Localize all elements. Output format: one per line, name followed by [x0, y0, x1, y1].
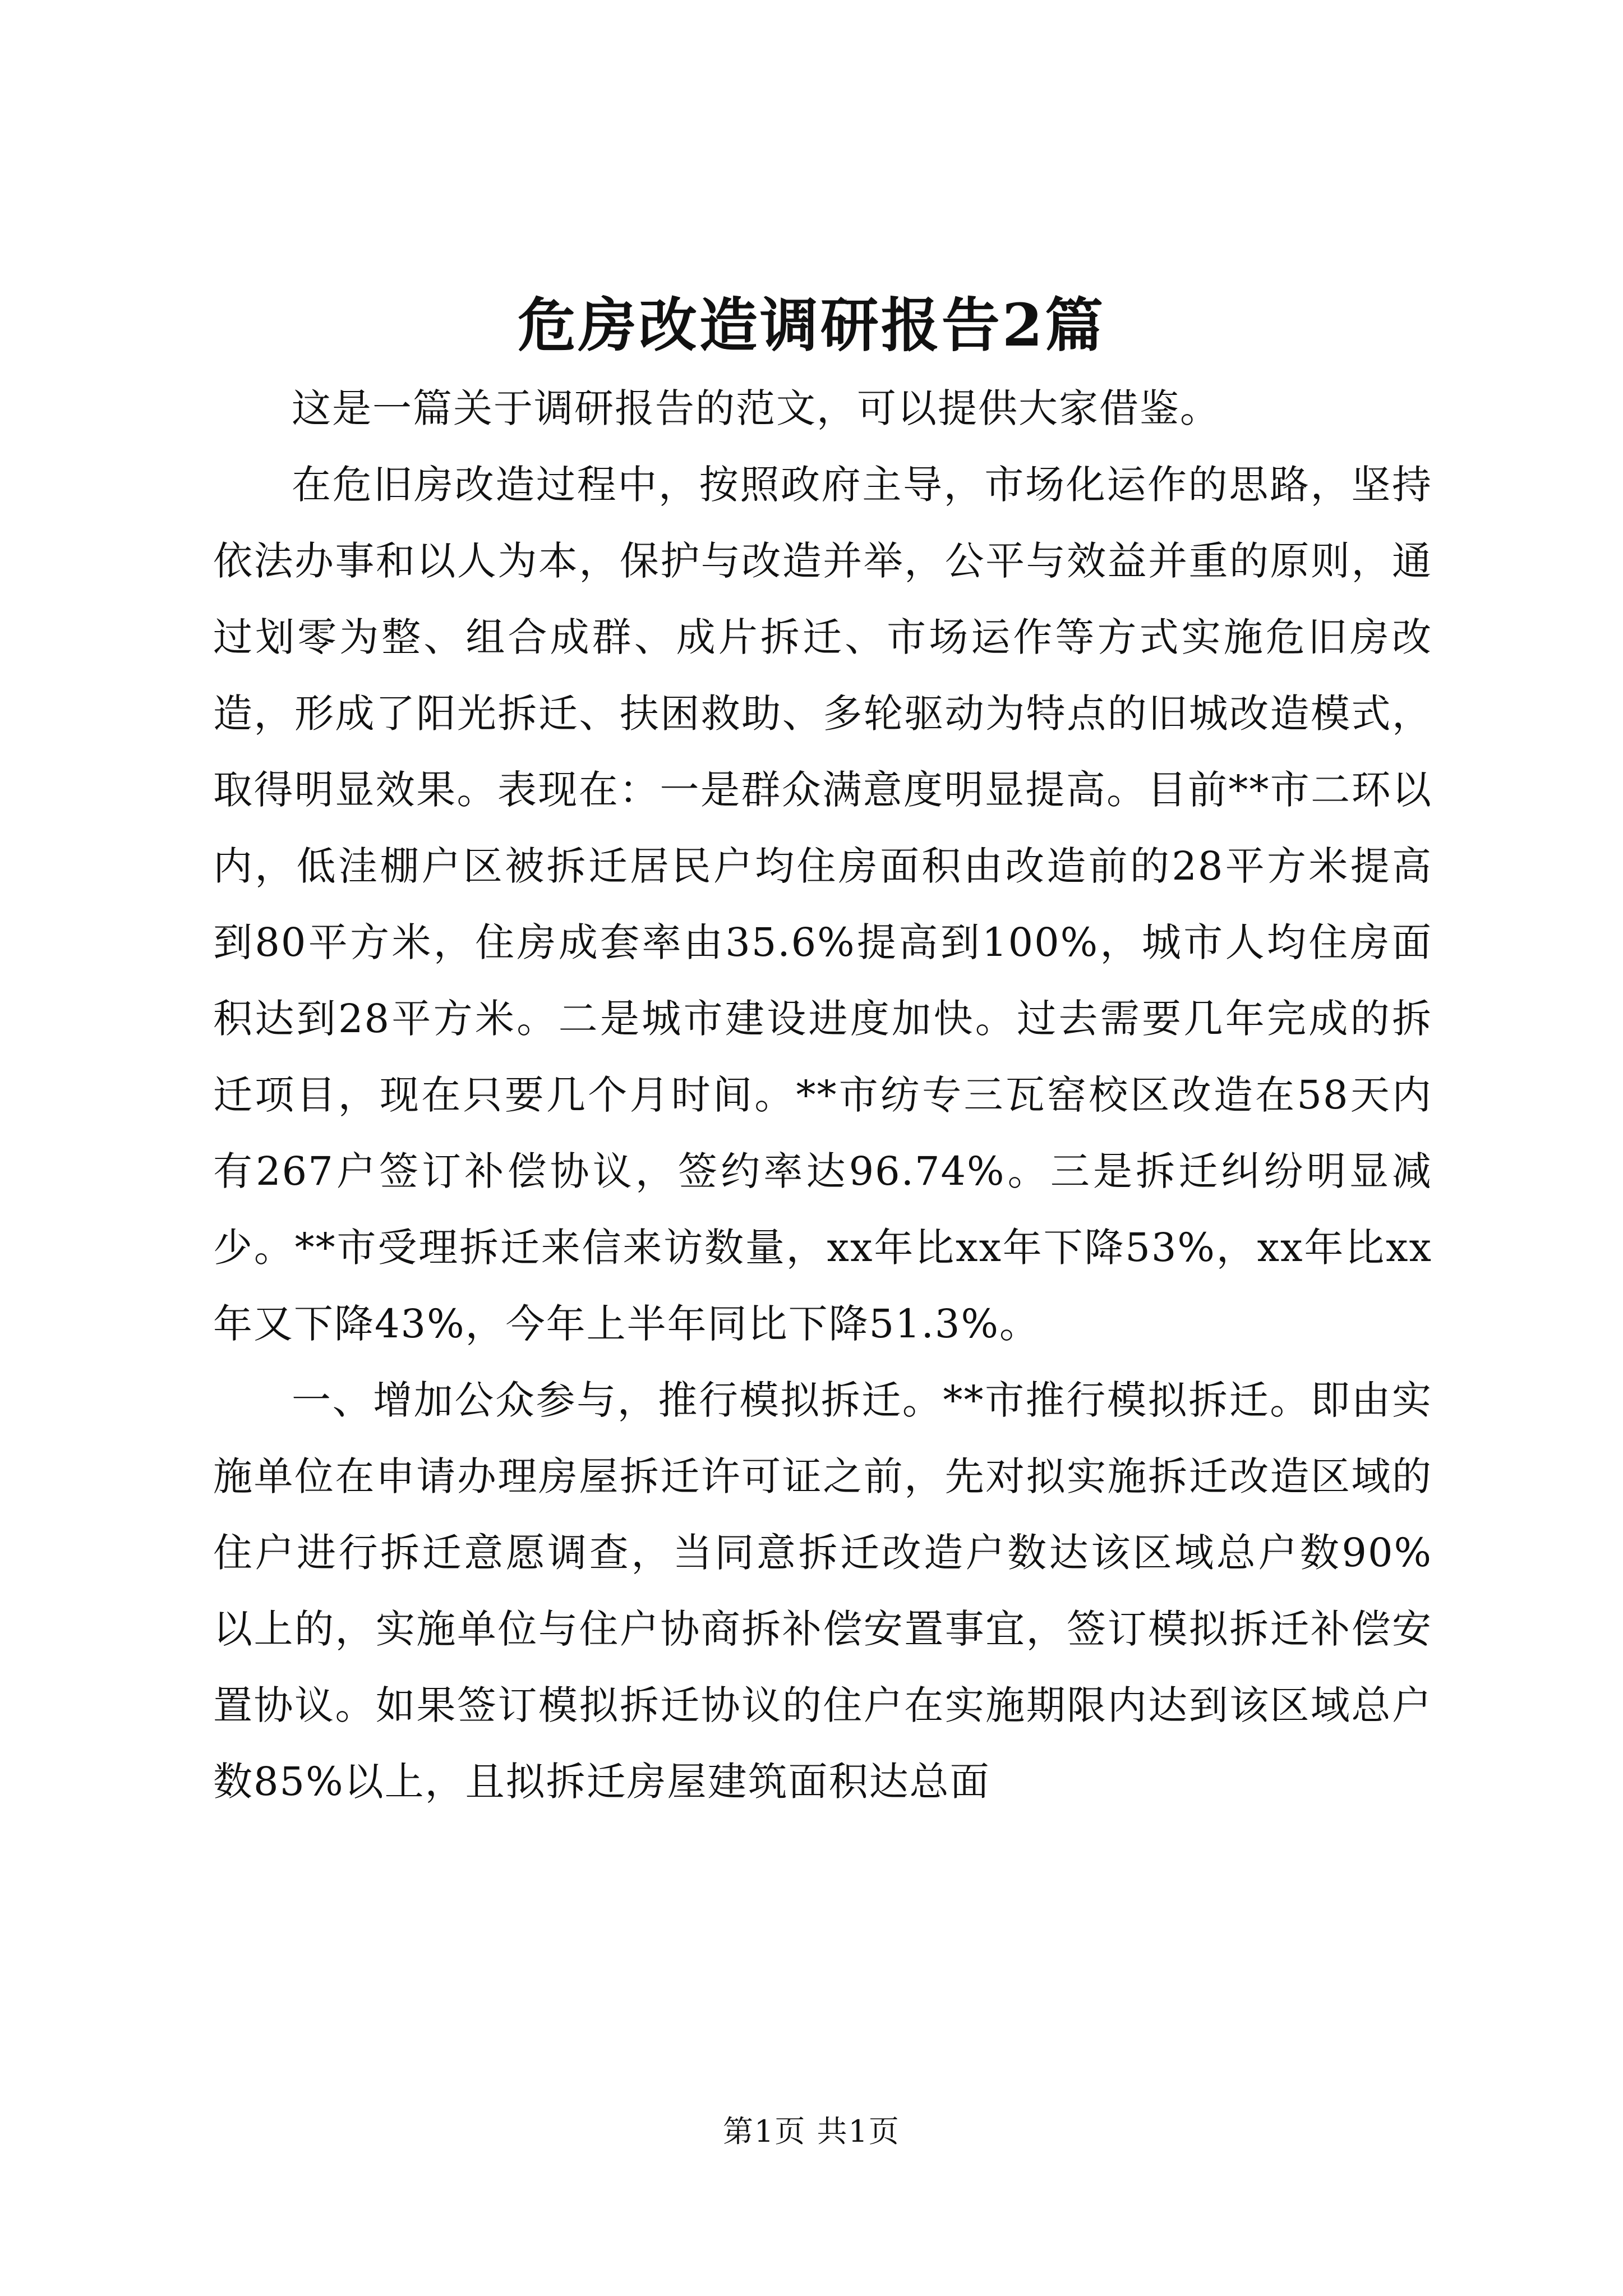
document-body [213, 370, 1432, 1820]
paragraph-intro: 这是一篇关于调研报告的范文，可以提供大家借鉴。 [292, 385, 1220, 431]
page-footer: 第1页 共1页 [723, 2114, 900, 2149]
document-title: 危房改造调研报告2篇 [517, 291, 1106, 360]
paragraph-section-one: 一、增加公众参与，推行模拟拆迁。**市推行模拟拆迁。即由实施单位在申请办理房屋拆迁许可证之前，先对拟实施拆迁改造区域的住户进行拆迁意愿调查，当同意拆迁改造户数达该区域总户数90%以上的，实施单位与住户协商拆补偿安置事宜，签订模拟拆迁补偿安置协议。如果签订模拟拆迁协议的住户在实施期限内达到该区域总户数85%以上，且拟拆迁房屋建筑面积达总面 [213, 1377, 1432, 1805]
paragraph-overview: 在危旧房改造过程中，按照政府主导，市场化运作的思路，坚持依法办事和以人为本，保护与改造并举，公平与效益并重的原则，通过划零为整、组合成群、成片拆迁、市场运作等方式实施危旧房改造，形成了阳光拆迁、扶困救助、多轮驱动为特点的旧城改造模式，取得明显效果。表现在：一是群众满意度明显提高。目前**市二环以内，低洼棚户区被拆迁居民户均住房面积由改造前的28平方米提高到80平方米，住房成套率由35.6%提高到100%，城市人均住房面积达到28平方米。二是城市建设进度加快。过去需要几年完成的拆迁项目，现在只要几个月时间。**市纺专三瓦窑校区改造在58天内有267户签订补偿协议，签约率达96.74%。三是拆迁纠纷明显减少。**市受理拆迁来信来访数量，xx年比xx年下降53%，xx年比xx年又下降43%，今年上半年同比下降51.3%。 [213, 462, 1432, 1347]
